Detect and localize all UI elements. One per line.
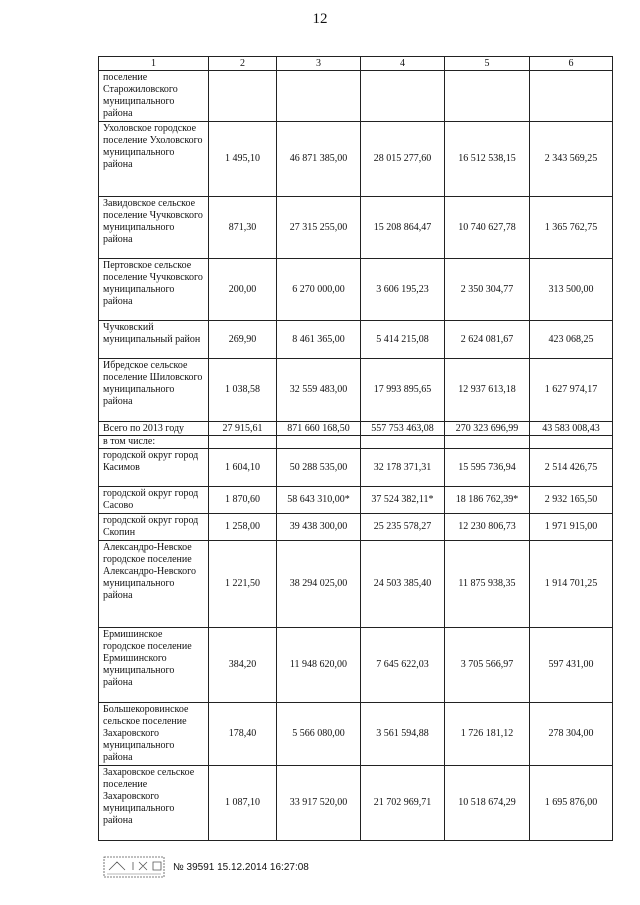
- table-row: [99, 422, 613, 436]
- column-header-5: 5: [445, 57, 530, 71]
- value-cell-col-2: [209, 71, 277, 122]
- table-row: [99, 259, 613, 321]
- value-cell-col-6: 1 365 762,75: [530, 197, 613, 259]
- table-row: [99, 197, 613, 259]
- value-cell-col-6: 423 068,25: [530, 321, 613, 359]
- value-cell-col-5: [445, 71, 530, 122]
- value-cell-col-4: [361, 71, 445, 122]
- table-row: [99, 122, 613, 197]
- value-cell-col-6: 2 514 426,75: [530, 449, 613, 487]
- value-cell-col-4: 3 561 594,88: [361, 703, 445, 766]
- row-name-cell: Пертовское сельское поселение Чучковского муниципального района: [99, 259, 209, 321]
- value-cell-col-6: 278 304,00: [530, 703, 613, 766]
- value-cell-col-2: [209, 436, 277, 449]
- value-cell-col-2: 1 221,50: [209, 541, 277, 628]
- row-name-cell: Ухоловское городское поселение Ухоловского муниципального района: [99, 122, 209, 197]
- column-header-2: 2: [209, 57, 277, 71]
- column-header-1: 1: [99, 57, 209, 71]
- value-cell-col-4: 3 606 195,23: [361, 259, 445, 321]
- value-cell-col-4: 25 235 578,27: [361, 514, 445, 541]
- row-name-cell: городской округ город Касимов: [99, 449, 209, 487]
- value-cell-col-3: [277, 71, 361, 122]
- value-cell-col-6: 2 932 165,50: [530, 487, 613, 514]
- value-cell-col-3: [277, 436, 361, 449]
- row-name-cell: Чучковский муниципальный район: [99, 321, 209, 359]
- row-name-cell: Александро-Невское городское поселение Александро-Невского муниципального района: [99, 541, 209, 628]
- value-cell-col-4: 24 503 385,40: [361, 541, 445, 628]
- value-cell-col-3: 27 315 255,00: [277, 197, 361, 259]
- value-cell-col-2: 384,20: [209, 628, 277, 703]
- value-cell-col-4: 17 993 895,65: [361, 359, 445, 422]
- table-row: [99, 628, 613, 703]
- value-cell-col-2: 871,30: [209, 197, 277, 259]
- value-cell-col-4: 7 645 622,03: [361, 628, 445, 703]
- value-cell-col-5: [445, 436, 530, 449]
- table-row: [99, 321, 613, 359]
- value-cell-col-3: 11 948 620,00: [277, 628, 361, 703]
- row-name-cell: Ибредское сельское поселение Шиловского муниципального района: [99, 359, 209, 422]
- value-cell-col-6: [530, 71, 613, 122]
- table-row: [99, 487, 613, 514]
- value-cell-col-2: 1 258,00: [209, 514, 277, 541]
- value-cell-col-3: 58 643 310,00*: [277, 487, 361, 514]
- value-cell-col-5: 2 350 304,77: [445, 259, 530, 321]
- table-row: [99, 766, 613, 841]
- value-cell-col-6: 597 431,00: [530, 628, 613, 703]
- value-cell-col-6: 43 583 008,43: [530, 422, 613, 436]
- value-cell-col-5: 11 875 938,35: [445, 541, 530, 628]
- table-row: [99, 514, 613, 541]
- value-cell-col-6: 1 695 876,00: [530, 766, 613, 841]
- value-cell-col-5: 2 624 081,67: [445, 321, 530, 359]
- value-cell-col-3: 32 559 483,00: [277, 359, 361, 422]
- row-name-cell: городской округ город Скопин: [99, 514, 209, 541]
- table-row: [99, 541, 613, 628]
- value-cell-col-2: 269,90: [209, 321, 277, 359]
- row-name-cell: Большекоровинское сельское поселение Захаровского муниципального района: [99, 703, 209, 766]
- row-name-cell: в том числе:: [99, 436, 209, 449]
- column-header-6: 6: [530, 57, 613, 71]
- value-cell-col-6: [530, 436, 613, 449]
- value-cell-col-2: 27 915,61: [209, 422, 277, 436]
- table-row: [99, 71, 613, 122]
- document-registry-logo-icon: [103, 856, 165, 878]
- value-cell-col-6: 313 500,00: [530, 259, 613, 321]
- value-cell-col-2: 1 038,58: [209, 359, 277, 422]
- row-name-cell: Ермишинское городское поселение Ермишинского муниципального района: [99, 628, 209, 703]
- value-cell-col-3: 50 288 535,00: [277, 449, 361, 487]
- value-cell-col-3: 46 871 385,00: [277, 122, 361, 197]
- value-cell-col-4: [361, 436, 445, 449]
- row-name-cell: поселение Старожиловского муниципального района: [99, 71, 209, 122]
- table-row: [99, 359, 613, 422]
- value-cell-col-2: 1 870,60: [209, 487, 277, 514]
- row-name-cell: городской округ город Сасово: [99, 487, 209, 514]
- column-header-3: 3: [277, 57, 361, 71]
- value-cell-col-2: 1 604,10: [209, 449, 277, 487]
- value-cell-col-2: 1 495,10: [209, 122, 277, 197]
- value-cell-col-3: 33 917 520,00: [277, 766, 361, 841]
- value-cell-col-6: 1 627 974,17: [530, 359, 613, 422]
- value-cell-col-5: 1 726 181,12: [445, 703, 530, 766]
- value-cell-col-5: 12 937 613,18: [445, 359, 530, 422]
- value-cell-col-2: 178,40: [209, 703, 277, 766]
- page-number: 12: [312, 11, 328, 27]
- value-cell-col-4: 28 015 277,60: [361, 122, 445, 197]
- table-row: [99, 436, 613, 449]
- value-cell-col-2: 1 087,10: [209, 766, 277, 841]
- table-header-row: [99, 57, 613, 71]
- value-cell-col-6: 1 971 915,00: [530, 514, 613, 541]
- registration-stamp-text: № 39591 15.12.2014 16:27:08: [173, 861, 309, 873]
- value-cell-col-5: 270 323 696,99: [445, 422, 530, 436]
- value-cell-col-5: 10 518 674,29: [445, 766, 530, 841]
- value-cell-col-6: 1 914 701,25: [530, 541, 613, 628]
- value-cell-col-2: 200,00: [209, 259, 277, 321]
- value-cell-col-4: 37 524 382,11*: [361, 487, 445, 514]
- value-cell-col-3: 38 294 025,00: [277, 541, 361, 628]
- value-cell-col-6: 2 343 569,25: [530, 122, 613, 197]
- value-cell-col-5: 16 512 538,15: [445, 122, 530, 197]
- value-cell-col-3: 39 438 300,00: [277, 514, 361, 541]
- footer-stamp: [103, 856, 309, 878]
- table-row: [99, 449, 613, 487]
- row-name-cell: Завидовское сельское поселение Чучковского муниципального района: [99, 197, 209, 259]
- value-cell-col-5: 12 230 806,73: [445, 514, 530, 541]
- row-name-cell: Захаровское сельское поселение Захаровского муниципального района: [99, 766, 209, 841]
- value-cell-col-4: 557 753 463,08: [361, 422, 445, 436]
- table-body: [99, 71, 613, 841]
- row-name-cell: Всего по 2013 году: [99, 422, 209, 436]
- table-row: [99, 703, 613, 766]
- column-header-4: 4: [361, 57, 445, 71]
- value-cell-col-3: 6 270 000,00: [277, 259, 361, 321]
- value-cell-col-5: 15 595 736,94: [445, 449, 530, 487]
- value-cell-col-5: 10 740 627,78: [445, 197, 530, 259]
- value-cell-col-4: 15 208 864,47: [361, 197, 445, 259]
- value-cell-col-3: 5 566 080,00: [277, 703, 361, 766]
- value-cell-col-4: 5 414 215,08: [361, 321, 445, 359]
- value-cell-col-4: 32 178 371,31: [361, 449, 445, 487]
- value-cell-col-3: 871 660 168,50: [277, 422, 361, 436]
- value-cell-col-5: 18 186 762,39*: [445, 487, 530, 514]
- allocation-table: [98, 56, 613, 841]
- value-cell-col-3: 8 461 365,00: [277, 321, 361, 359]
- value-cell-col-5: 3 705 566,97: [445, 628, 530, 703]
- value-cell-col-4: 21 702 969,71: [361, 766, 445, 841]
